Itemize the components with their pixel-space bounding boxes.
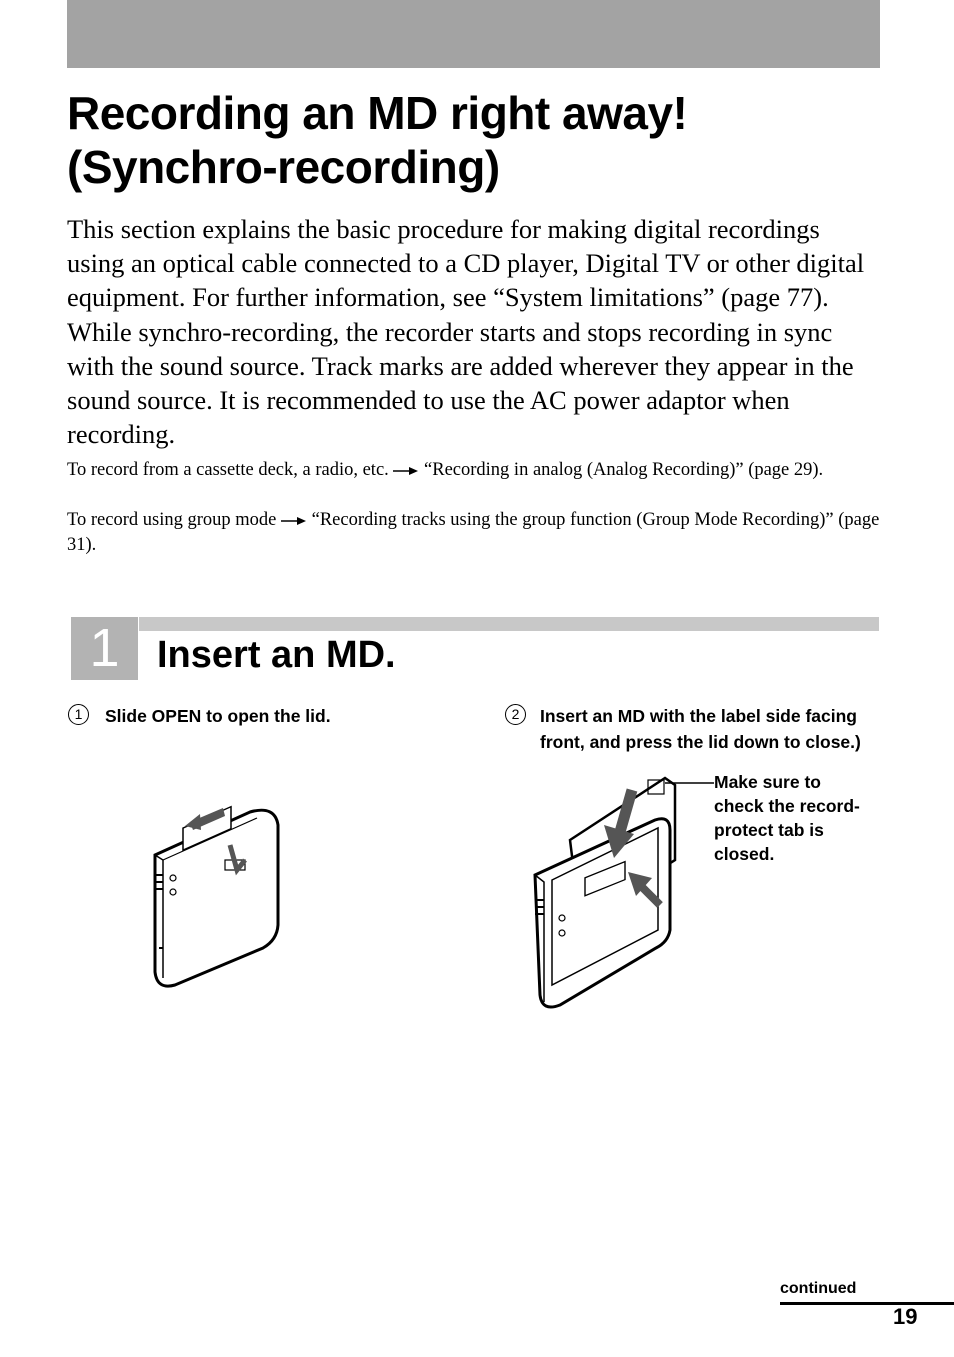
step-header-bar	[139, 617, 879, 631]
substep-number: 1	[68, 704, 89, 725]
substep-text: Slide OPEN to open the lid.	[105, 706, 331, 726]
note-group-mode	[67, 508, 882, 558]
arrow-right-icon	[281, 516, 307, 526]
header-bar	[67, 0, 880, 68]
note-target-link[interactable]: “Recording in analog (Analog Recording)” (page 29).	[424, 460, 824, 480]
title-line-1: Recording an MD right away!	[67, 87, 688, 139]
intro-paragraph: This section explains the basic procedure for making digital recordings using an optical cable connected to a CD player, Digital TV or other digital equipment. For further information, see “System limitations” (page 77). While synchro-recording, the recorder starts and stops recording in sync with the sound source. Track marks are added wherever they appear in the sound source. It is recommended to use the AC power adaptor when recording.	[67, 214, 865, 450]
title-line-2: (Synchro-recording)	[67, 141, 500, 193]
substep-number: 2	[505, 704, 526, 725]
step-number-badge: 1	[71, 617, 138, 680]
footer-rule	[780, 1302, 954, 1305]
page-number: 19	[893, 1304, 918, 1329]
md-recorder-open-illustration	[145, 800, 290, 990]
note-analog-recording	[67, 458, 882, 483]
md-insert-illustration	[530, 770, 715, 1015]
arrow-right-icon	[393, 466, 419, 476]
substep-text: Insert an MD with the label side facing front, and press the lid down to close.)	[540, 706, 861, 752]
note-lead: To record using group mode	[67, 510, 277, 530]
note-target-link[interactable]: “Recording tracks using the group function (Group Mode Recording)” (page 31).	[67, 510, 880, 555]
page-title	[67, 86, 887, 194]
callout-note: Make sure to check the record-protect tab is closed.	[714, 772, 860, 864]
note-lead: To record from a cassette deck, a radio, etc.	[67, 460, 389, 480]
step-title: Insert an MD.	[157, 634, 396, 676]
continued-label: continued	[780, 1280, 857, 1297]
